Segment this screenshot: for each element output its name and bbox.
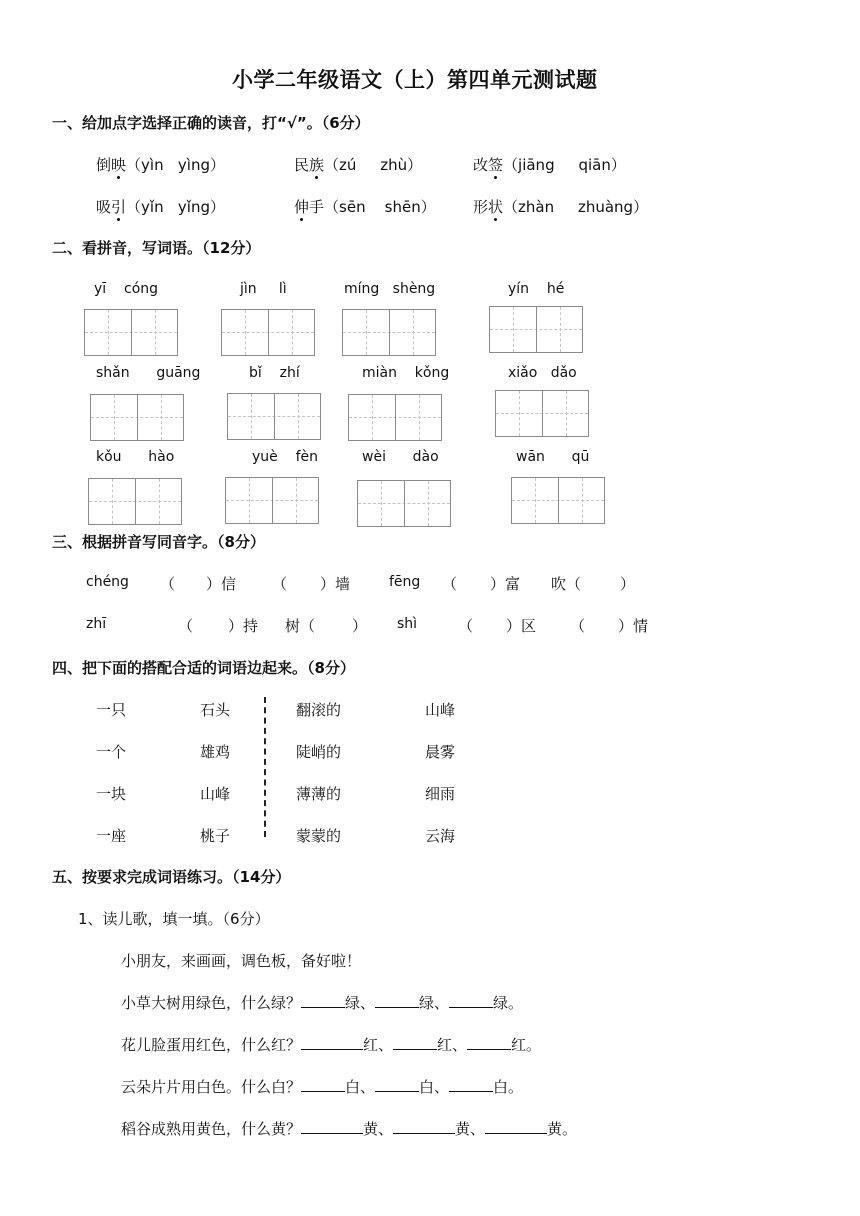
section-1-heading: 一、给加点字选择正确的读音，打“√”。（6分） xyxy=(52,114,370,132)
match-word: 陡峭的 xyxy=(296,743,342,761)
pinyin-label: yuè fèn xyxy=(252,449,319,465)
poem-line: 云朵片片用白色。什么白？ 白、 白、 白。 xyxy=(121,1078,524,1096)
poem-line: 花儿脸蛋用红色，什么红？ 红、 红、 红。 xyxy=(121,1036,542,1054)
answer-bracket-word: 吹（ xyxy=(551,575,582,593)
answer-bracket-open: （ xyxy=(442,575,458,593)
answer-bracket-close: ） xyxy=(620,575,636,593)
pinyin-label: yī cóng xyxy=(94,281,159,297)
pronunciation-item: 形状（zhàn zhuàng） xyxy=(473,198,649,216)
match-word: 蒙蒙的 xyxy=(296,827,342,845)
fill-blank[interactable] xyxy=(301,1034,363,1050)
match-word: 山峰 xyxy=(200,785,231,803)
pinyin-label: jìn lì xyxy=(240,281,287,297)
poem-line: 稻谷成熟用黄色，什么黄？ 黄、 黄、 黄。 xyxy=(121,1120,578,1138)
fill-blank[interactable] xyxy=(449,1076,493,1092)
pronunciation-item: 吸引（yǐn yǐng） xyxy=(96,198,225,216)
fill-blank[interactable] xyxy=(301,992,345,1008)
writing-grid[interactable] xyxy=(221,309,315,356)
section-3-heading: 三、根据拼音写同音字。（8分） xyxy=(52,533,265,551)
section-5-heading: 五、按要求完成词语练习。（14分） xyxy=(52,868,291,886)
writing-grid[interactable] xyxy=(495,390,589,437)
match-word: 一个 xyxy=(96,743,127,761)
pronunciation-item: 伸手（sēn shēn） xyxy=(294,198,436,216)
pinyin-label: miàn kǒng xyxy=(362,365,450,381)
fill-blank[interactable] xyxy=(301,1118,363,1134)
pinyin-label: shì xyxy=(397,616,418,632)
match-word: 雄鸡 xyxy=(200,743,231,761)
answer-bracket-word: ）信 xyxy=(206,575,237,593)
match-word: 桃子 xyxy=(200,827,231,845)
pinyin-label: xiǎo dǎo xyxy=(508,365,577,381)
writing-grid[interactable] xyxy=(511,477,605,524)
writing-grid[interactable] xyxy=(342,309,436,356)
fill-blank[interactable] xyxy=(375,1076,419,1092)
answer-bracket-open: （ xyxy=(272,575,288,593)
answer-bracket-word: ）富 xyxy=(490,575,521,593)
pinyin-label: chéng xyxy=(86,574,129,590)
writing-grid[interactable] xyxy=(357,480,451,527)
answer-bracket-open: （ xyxy=(160,575,176,593)
fill-blank[interactable] xyxy=(449,992,493,1008)
page-title: 小学二年级语文（上）第四单元测试题 xyxy=(232,68,598,92)
pinyin-label: yín hé xyxy=(508,281,565,297)
match-word: 一座 xyxy=(96,827,127,845)
match-word: 一块 xyxy=(96,785,127,803)
writing-grid[interactable] xyxy=(225,477,319,524)
fill-blank[interactable] xyxy=(375,992,419,1008)
pronunciation-item: 倒映（yìn yìng） xyxy=(96,156,225,174)
answer-bracket-open: （ xyxy=(178,617,194,635)
answer-bracket-word: ）区 xyxy=(506,617,537,635)
pronunciation-item: 改签（jiāng qiān） xyxy=(473,156,626,174)
writing-grid[interactable] xyxy=(227,393,321,440)
match-word: 翻滚的 xyxy=(296,701,342,719)
match-word: 云海 xyxy=(425,827,456,845)
pinyin-label: kǒu hào xyxy=(96,449,175,465)
answer-bracket-open: （ xyxy=(570,617,586,635)
writing-grid[interactable] xyxy=(88,478,182,525)
match-word: 晨雾 xyxy=(425,743,456,761)
pinyin-label: fēng xyxy=(389,574,421,590)
fill-blank[interactable] xyxy=(301,1076,345,1092)
writing-grid[interactable] xyxy=(348,394,442,441)
writing-grid[interactable] xyxy=(489,306,583,353)
match-word: 山峰 xyxy=(425,701,456,719)
answer-bracket-word: 树（ xyxy=(285,617,316,635)
match-word: 一只 xyxy=(96,701,127,719)
answer-bracket-word: ）持 xyxy=(228,617,259,635)
poem-line: 小朋友，来画画，调色板，备好啦！ xyxy=(121,952,362,970)
writing-grid[interactable] xyxy=(84,309,178,356)
pinyin-label: bǐ zhí xyxy=(249,365,300,381)
column-divider xyxy=(264,697,266,837)
fill-blank[interactable] xyxy=(467,1034,511,1050)
fill-blank[interactable] xyxy=(393,1034,437,1050)
question-1-heading: 1、读儿歌，填一填。（6分） xyxy=(78,910,270,928)
answer-bracket-open: （ xyxy=(458,617,474,635)
answer-bracket-close: ） xyxy=(352,617,368,635)
match-word: 薄薄的 xyxy=(296,785,342,803)
fill-blank[interactable] xyxy=(485,1118,547,1134)
pinyin-label: zhī xyxy=(86,616,107,632)
answer-bracket-word: ）墙 xyxy=(320,575,351,593)
pinyin-label: wān qū xyxy=(516,449,590,465)
poem-line: 小草大树用绿色，什么绿？ 绿、 绿、 绿。 xyxy=(121,994,524,1012)
section-4-heading: 四、把下面的搭配合适的词语边起来。（8分） xyxy=(52,659,355,677)
answer-bracket-word: ）情 xyxy=(618,617,649,635)
match-word: 细雨 xyxy=(425,785,456,803)
writing-grid[interactable] xyxy=(90,394,184,441)
fill-blank[interactable] xyxy=(393,1118,455,1134)
match-word: 石头 xyxy=(200,701,231,719)
pinyin-label: shǎn guāng xyxy=(96,365,201,381)
pronunciation-item: 民族（zú zhù） xyxy=(294,156,423,174)
pinyin-label: míng shèng xyxy=(344,281,436,297)
pinyin-label: wèi dào xyxy=(362,449,439,465)
section-2-heading: 二、看拼音，写词语。（12分） xyxy=(52,239,261,257)
